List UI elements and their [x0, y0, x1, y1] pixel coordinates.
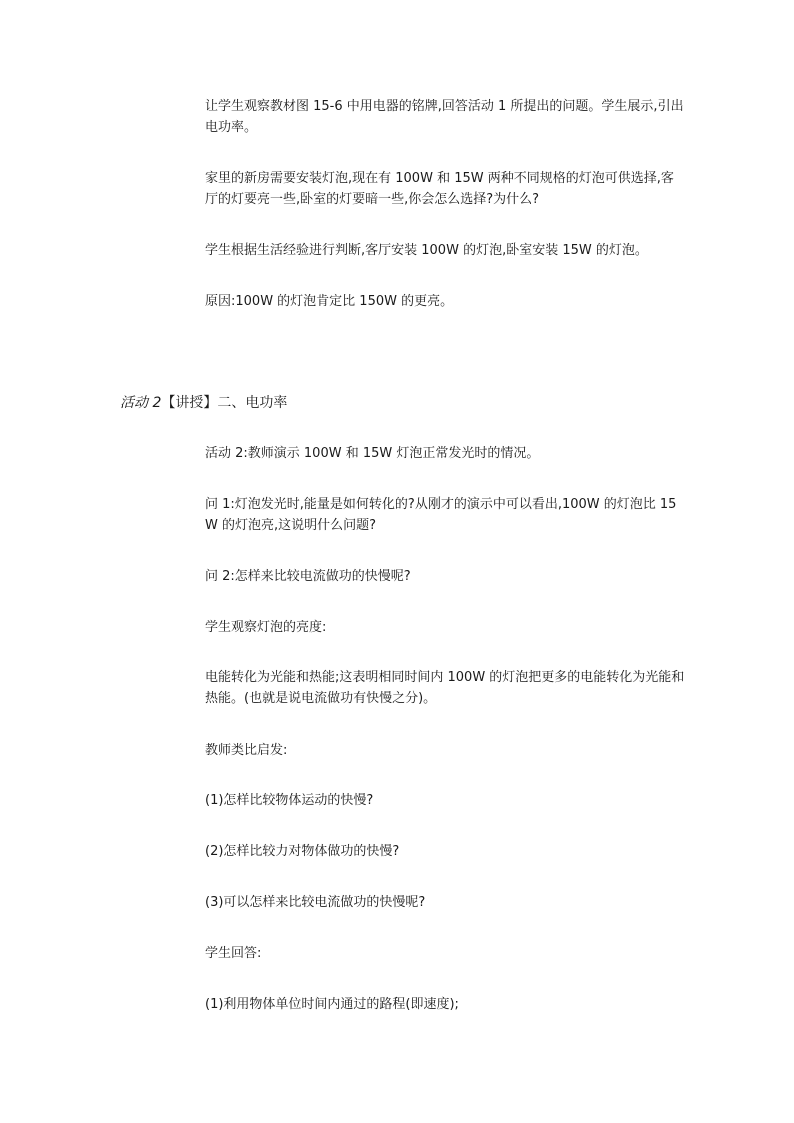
paragraph-student-judgement: 学生根据生活经验进行判断,客厅安装 100W 的灯泡,卧室安装 15W 的灯泡。	[205, 243, 648, 258]
paragraph-energy-conversion: 电能转化为光能和热能;这表明相同时间内 100W 的灯泡把更多的电能转化为光能和热能。(也就是说电流做功有快慢之分)。	[205, 670, 685, 706]
paragraph-nameplate-question: 让学生观察教材图 15-6 中用电器的铭牌,回答活动 1 所提出的问题。学生展示,引出电功率。	[205, 99, 684, 135]
paragraph-item-3-current-work: (3)可以怎样来比较电流做功的快慢呢?	[205, 895, 426, 910]
paragraph-question-1: 问 1:灯泡发光时,能量是如何转化的?从刚才的演示中可以看出,100W 的灯泡比 15W 的灯泡亮,这说明什么问题?	[205, 497, 677, 533]
paragraph-answer-1-speed: (1)利用物体单位时间内通过的路程(即速度);	[205, 997, 459, 1012]
paragraph-item-1-motion: (1)怎样比较物体运动的快慢?	[205, 793, 374, 808]
paragraph-activity-2-demo: 活动 2:教师演示 100W 和 15W 灯泡正常发光时的情况。	[205, 446, 540, 461]
paragraph-item-2-force-work: (2)怎样比较力对物体做功的快慢?	[205, 844, 400, 859]
paragraph-question-2: 问 2:怎样来比较电流做功的快慢呢?	[205, 569, 411, 584]
paragraph-reason: 原因:100W 的灯泡肯定比 150W 的更亮。	[205, 294, 454, 309]
paragraph-student-answer: 学生回答:	[205, 946, 262, 961]
section-heading-title: 【讲授】二、电功率	[161, 395, 288, 411]
paragraph-student-observe: 学生观察灯泡的亮度:	[205, 620, 327, 635]
section-heading	[120, 392, 287, 414]
paragraph-bulb-choice-question: 家里的新房需要安装灯泡,现在有 100W 和 15W 两种不同规格的灯泡可供选择,客厅的灯要亮一些,卧室的灯要暗一些,你会怎么选择?为什么?	[205, 171, 674, 207]
section-heading-activity: 活动 2	[120, 395, 162, 411]
paragraph-teacher-analogy: 教师类比启发:	[205, 743, 288, 758]
